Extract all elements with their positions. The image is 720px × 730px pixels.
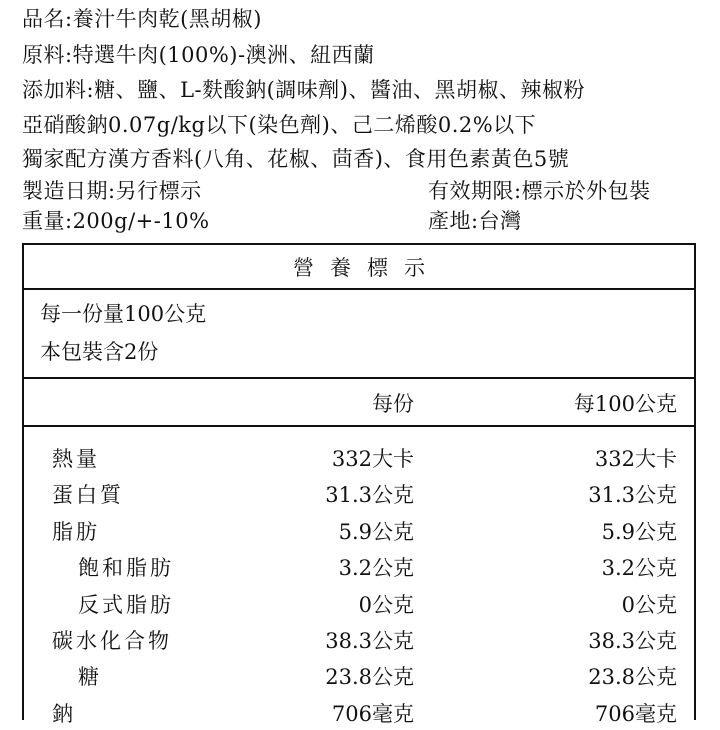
value-per-100g: 3.2公克 (601, 556, 677, 581)
additives-line-2: 亞硝酸鈉0.07g/kg以下(染色劑)、己二烯酸0.2%以下 (22, 113, 537, 137)
value-per-serving: 5.9公克 (338, 519, 414, 544)
nutrient-label: 熱量 (52, 447, 100, 471)
value-per-serving: 706毫克 (331, 701, 414, 726)
manufacture-date: 製造日期:另行標示 (22, 179, 202, 203)
table-row (24, 657, 694, 693)
value-per-100g: 38.3公克 (588, 628, 677, 653)
table-row (24, 585, 694, 621)
value-per-serving: 3.2公克 (338, 556, 414, 581)
value-per-serving: 23.8公克 (325, 665, 414, 690)
nutrient-label: 飽和脂肪 (78, 556, 174, 581)
col-per-100g: 每100公克 (573, 392, 677, 416)
servings-per-pack: 本包裝含2份 (40, 340, 159, 364)
value-per-serving: 0公克 (358, 592, 414, 617)
nutrition-table (22, 243, 696, 726)
table-row (24, 475, 694, 511)
nutrient-label: 蛋白質 (52, 483, 124, 508)
table-row (24, 548, 694, 584)
value-per-100g: 0公克 (621, 592, 677, 617)
value-per-serving: 332大卡 (331, 447, 414, 471)
product-name: 品名:養汁牛肉乾(黑胡椒) (22, 7, 262, 31)
table-row (24, 621, 694, 657)
nutrition-title: 營養標示 (24, 245, 694, 290)
value-per-100g: 31.3公克 (588, 483, 677, 508)
table-row (24, 512, 694, 548)
origin: 產地:台灣 (428, 209, 522, 233)
nutrient-label: 反式脂肪 (78, 592, 174, 617)
nutrient-label: 鈉 (52, 701, 76, 726)
net-weight: 重量:200g/+-10% (22, 209, 210, 233)
table-row (24, 439, 694, 475)
column-header-row (24, 379, 694, 427)
value-per-serving: 31.3公克 (325, 483, 414, 508)
additives-line-3: 獨家配方漢方香料(八角、花椒、茴香)、食用色素黃色5號 (22, 147, 570, 171)
nutrient-label: 糖 (78, 665, 102, 690)
value-per-100g: 332大卡 (594, 447, 677, 471)
value-per-100g: 5.9公克 (601, 519, 677, 544)
value-per-serving: 38.3公克 (325, 628, 414, 653)
col-per-serving: 每份 (372, 392, 414, 416)
nutrient-label: 碳水化合物 (52, 628, 172, 653)
value-per-100g: 706毫克 (594, 701, 677, 726)
expiry-date: 有效期限:標示於外包裝 (428, 179, 651, 203)
serving-size: 每一份量100公克 (40, 302, 207, 326)
table-row (24, 694, 694, 730)
ingredients-line: 原料:特選牛肉(100%)-澳洲、紐西蘭 (22, 43, 375, 67)
nutrient-label: 脂肪 (52, 519, 100, 544)
serving-info (24, 290, 694, 379)
nutrition-rows (24, 427, 694, 730)
value-per-100g: 23.8公克 (588, 665, 677, 690)
additives-line-1: 添加料:糖、鹽、L-麩酸鈉(調味劑)、醬油、黑胡椒、辣椒粉 (22, 78, 585, 102)
